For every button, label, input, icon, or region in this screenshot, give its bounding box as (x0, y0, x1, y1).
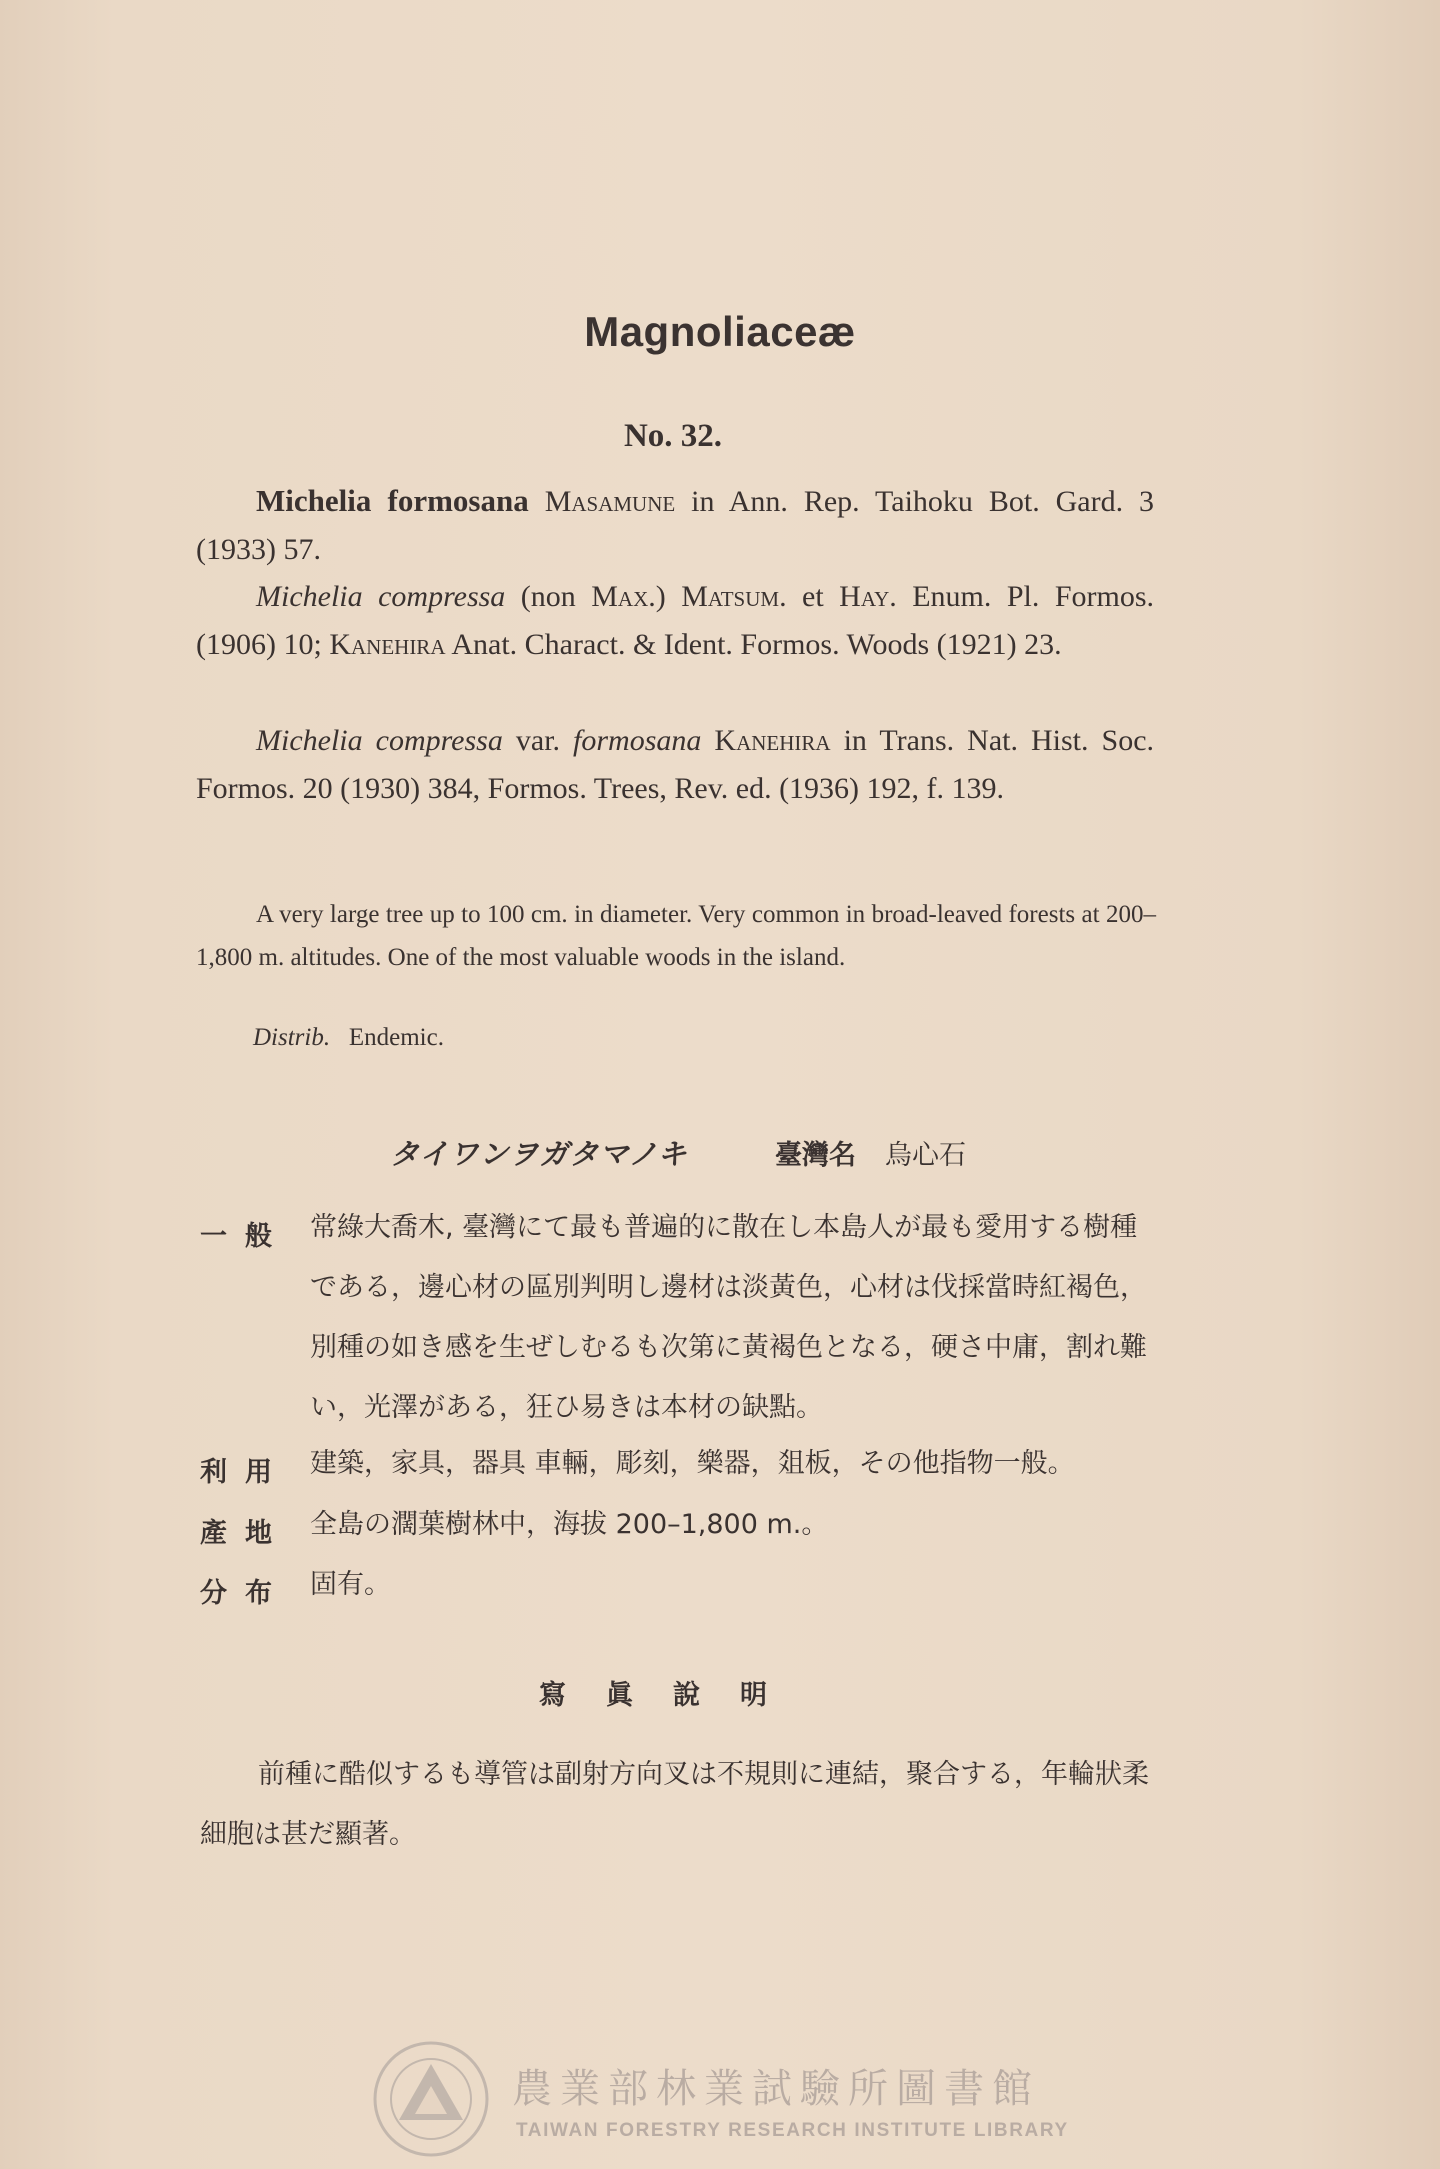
species-name: Michelia formosana (256, 483, 529, 518)
section-label-use: 利用 (200, 1457, 290, 1488)
reference: in Ann. Rep. Taihoku Bot. Gard. 3 (1933) 57. (196, 485, 1155, 566)
author: Matsum. (681, 580, 787, 613)
reference: Anat. Charact. & Ident. Formos. Woods (1921) 23. (451, 628, 1062, 661)
reference: in Trans. Nat. Hist. Soc. Formos. 20 (1930) 384, Formos. Trees, Rev. ed. (1936) 192, f. 139. (196, 724, 1155, 805)
reference: Enum. Pl. Formos. (1906) 10; (196, 580, 1155, 661)
english-description (196, 893, 1156, 979)
section-text-distribution: 固有。 (310, 1569, 391, 1600)
species-name: Michelia compressa (256, 724, 503, 757)
section-text-general: 常綠大喬木, 臺灣にて最も普遍的に散在し本島人が最も愛用する樹種である，邊心材の區別判明し邊材は淡黃色，心材は伐採當時紅褐色，別種の如き感を生ぜしむるも次第に黃褐色となる，硬さ中庸，割れ難い，光澤がある，狂ひ易きは本材の缺點。 (310, 1212, 1147, 1423)
section-text-origin: 全島の濶葉樹林中，海拔 200–1,800 m.。 (310, 1509, 829, 1540)
section-label-general: 一般 (200, 1221, 290, 1252)
author: Kanehira (329, 628, 446, 661)
author: Hay. (839, 580, 897, 613)
distrib-value: Endemic. (348, 1024, 444, 1051)
section-label-distribution: 分布 (200, 1578, 290, 1609)
author: Masamune (544, 485, 676, 518)
epithet: formosana (573, 724, 702, 757)
section-label-origin: 產地 (200, 1518, 290, 1549)
library-name-english: TAIWAN FORESTRY RESEARCH INSTITUTE LIBRARY (516, 2120, 1069, 2141)
family-heading: Magnoliaceæ (584, 308, 856, 355)
section-text-use: 建築，家具，器具 車輛，彫刻，樂器，爼板，その他指物一般。 (310, 1448, 1075, 1479)
library-name-chinese: 農業部林業試驗所圖書館 (512, 2066, 1040, 2112)
synonym-1 (196, 477, 1154, 574)
reference-text: (non (520, 580, 576, 613)
library-seal-icon (372, 2040, 490, 2158)
distrib-label: Distrib. (253, 1024, 331, 1051)
taiwan-name-label: 臺灣名 (775, 1140, 856, 1171)
japanese-name: タイワンヲガタマノキ (390, 1137, 688, 1171)
rank: var. (515, 724, 561, 757)
description-text: A very large tree up to 100 cm. in diameter. Very common in broad-leaved forests at 200–1,800 m. altitudes. One of the most valuable woods in the island. (196, 901, 1156, 971)
distribution (253, 1024, 444, 1052)
photo-caption-body: 前種に酷似するも導管は副射方向叉は不規則に連結，聚合する，年輪狀柔細胞は甚だ顯著。 (200, 1759, 1149, 1850)
photo-caption-title: 寫眞說明 (539, 1680, 807, 1711)
photo-caption-text (200, 1745, 1160, 1865)
reference-text: et (802, 580, 824, 613)
author: Max.) (591, 580, 666, 613)
species-name: Michelia compressa (256, 580, 506, 613)
species-number: No. 32. (623, 418, 723, 454)
synonym-3 (196, 717, 1154, 813)
synonym-2 (196, 573, 1154, 669)
taiwan-name: 烏心石 (885, 1140, 966, 1171)
author: Kanehira (714, 724, 831, 757)
